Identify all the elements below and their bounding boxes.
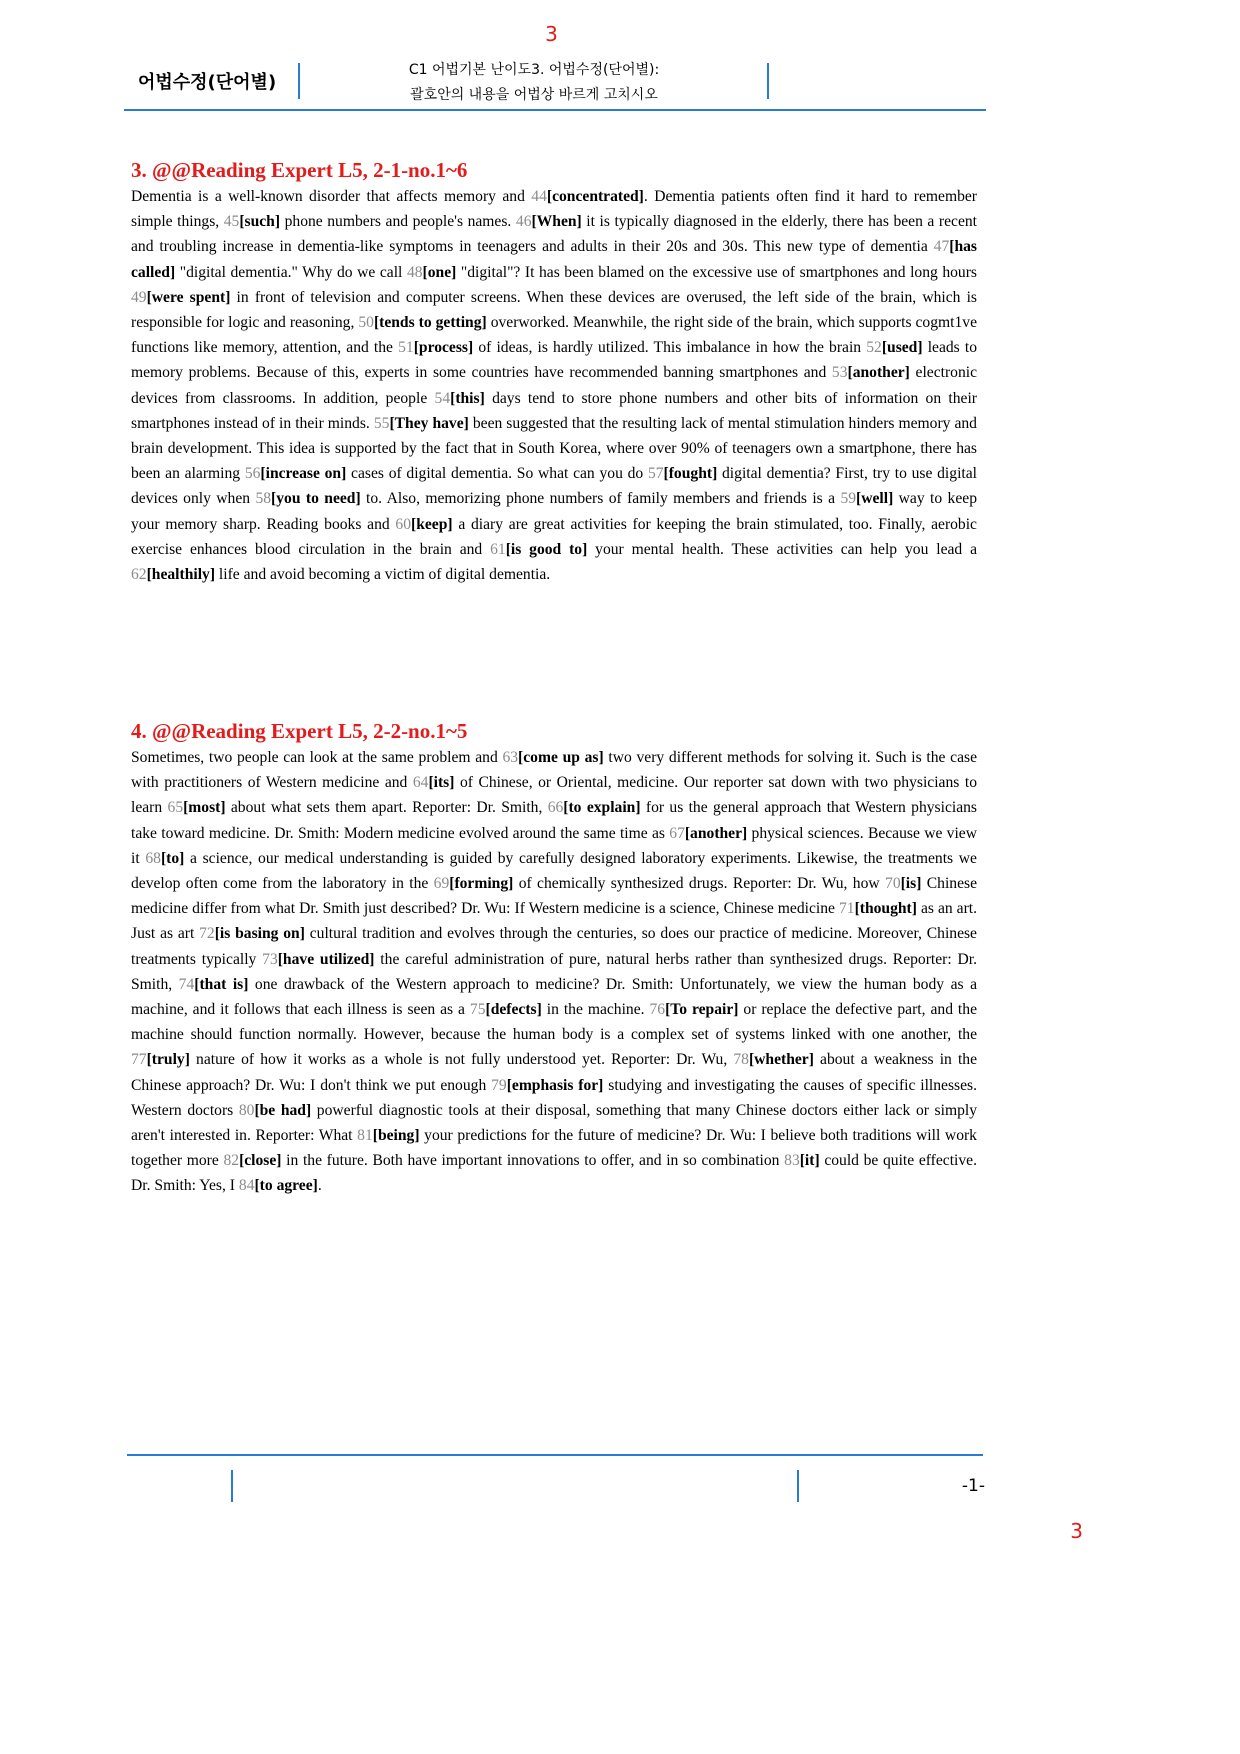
passage-text: "digital dementia." Why do we call	[175, 263, 407, 281]
answer-blank: [be had]	[254, 1101, 312, 1119]
footer-rule	[127, 1454, 983, 1456]
passage-text: could be quite effective. Dr. Smith: Yes, I	[131, 1152, 977, 1195]
question-number: 54	[434, 389, 451, 407]
question-number: 80	[238, 1101, 255, 1119]
question-number: 72	[199, 925, 215, 943]
answer-blank: [being]	[372, 1127, 420, 1145]
passage-text: studying and investigating the causes of specific illnesses. Western doctors	[131, 1076, 977, 1119]
exercise-section-4	[131, 717, 977, 1199]
question-number: 77	[131, 1051, 147, 1069]
answer-blank: [have utilized]	[277, 950, 375, 968]
answer-blank: [increase on]	[260, 465, 347, 483]
answer-blank: [To repair]	[665, 1001, 739, 1019]
answer-blank: [another]	[684, 824, 748, 842]
question-number: 59	[840, 490, 857, 508]
passage-text: in the machine.	[541, 1001, 650, 1019]
answer-blank: [to agree]	[254, 1177, 318, 1195]
question-number: 58	[255, 490, 272, 508]
passage-text: . Dementia patients often find it hard to remember simple things,	[131, 188, 977, 231]
question-number: 64	[412, 774, 429, 792]
question-number: 76	[649, 1001, 666, 1019]
question-number: 81	[357, 1127, 373, 1145]
passage	[131, 184, 977, 587]
answer-blank: [you to need]	[271, 490, 361, 508]
question-number: 57	[647, 465, 664, 483]
answer-blank: [emphasis for]	[506, 1076, 604, 1094]
question-number: 83	[784, 1152, 800, 1170]
exercise-section-3	[131, 156, 977, 587]
answer-blank: [such]	[239, 213, 281, 231]
passage-text: powerful diagnostic tools at their disposal, something that many Chinese doctors either lack or simply aren't interested in. Reporter: What	[131, 1101, 978, 1145]
question-number: 68	[145, 849, 161, 867]
answer-blank: [come up as]	[518, 749, 604, 766]
passage-text: of Chinese, or Oriental, medicine. Our reporter sat down with two physicians to learn	[131, 774, 977, 817]
answer-blank: [its]	[428, 774, 455, 792]
passage-text: electronic devices from classrooms. In addition, people	[131, 364, 977, 407]
section-title: 3. @@Reading Expert L5, 2-1-no.1~6	[131, 158, 468, 182]
passage-text: about what sets them apart. Reporter: Dr. Smith,	[225, 799, 548, 817]
passage	[131, 745, 977, 1199]
question-number: 63	[502, 749, 519, 766]
header-divider-right	[767, 63, 769, 99]
passage-text: digital dementia? First, try to use digital devices only when	[131, 465, 977, 508]
header-subtitle	[300, 58, 768, 108]
passage-text: in front of television and computer screens. When these devices are overused, the left side of the brain, which is responsible for logic and reasoning,	[131, 288, 977, 332]
question-number: 60	[395, 515, 412, 533]
passage-text: your predictions for the future of medicine? Dr. Wu: I believe both traditions will work together more	[131, 1127, 977, 1170]
answer-blank: [well]	[856, 490, 894, 508]
answer-blank: [to]	[160, 849, 185, 867]
question-number: 69	[433, 875, 450, 893]
answer-blank: [truly]	[146, 1051, 190, 1069]
question-number: 65	[167, 799, 184, 817]
question-number: 56	[244, 465, 261, 483]
passage-text: days tend to store phone numbers and other bits of information on their smartphones instead of in their minds.	[131, 389, 978, 432]
answer-blank: [another]	[847, 364, 910, 382]
answer-blank: [that is]	[194, 975, 249, 993]
answer-blank: [defects]	[485, 1001, 542, 1019]
answer-blank: [concentrated]	[546, 188, 644, 205]
question-number: 78	[733, 1051, 749, 1069]
question-number: 52	[866, 339, 882, 357]
answer-blank: [used]	[881, 339, 923, 357]
passage-text: for us the general approach that Western physicians take toward medicine. Dr. Smith: Modern medicine evolved around the same time as	[131, 799, 977, 842]
passage-text: of chemically synthesized drugs. Reporter: Dr. Wu, how	[513, 875, 886, 893]
header-subtitle-line1: C1 어법기본 난이도3. 어법수정(단어별):	[408, 62, 660, 78]
answer-blank: [it]	[799, 1152, 820, 1170]
question-number: 51	[398, 339, 414, 357]
answer-blank: [were spent]	[146, 288, 231, 306]
footer-divider-left	[231, 1470, 233, 1502]
passage-text: your mental health. These activities can help you lead a	[587, 540, 977, 558]
answer-blank: [fought]	[663, 465, 718, 483]
question-number: 45	[223, 213, 240, 231]
header-title: 어법수정(단어별)	[138, 72, 277, 93]
question-number: 66	[547, 799, 564, 817]
question-number: 74	[178, 975, 195, 993]
passage-text: nature of how it works as a whole is not fully understood yet. Reporter: Dr. Wu,	[189, 1051, 734, 1069]
answer-blank: [thought]	[854, 900, 917, 918]
answer-blank: [forming]	[449, 875, 514, 893]
passage-text: or replace the defective part, and the machine should function normally. However, because the human body is a complex set of systems linked with one another, the	[131, 1001, 977, 1044]
passage-text: Dementia is a well-known disorder that affects memory and	[131, 188, 532, 205]
header-subtitle-line2: 괄호안의 내용을 어법상 바르게 고치시오	[410, 87, 658, 103]
section-title: 4. @@Reading Expert L5, 2-2-no.1~5	[131, 719, 468, 743]
answer-blank: [this]	[450, 389, 485, 407]
question-number: 84	[238, 1177, 255, 1195]
passage-text: Chinese medicine differ from what Dr. Smith just described? Dr. Wu: If Western medicine is a science, Chinese medicine	[131, 875, 978, 918]
answer-blank: [is basing on]	[214, 925, 305, 943]
answer-blank: [most]	[183, 799, 226, 817]
question-number: 73	[262, 950, 278, 968]
passage-text: two very different methods for solving it. Such is the case with practitioners of Western medicine and	[131, 749, 977, 792]
passage-text: been suggested that the resulting lack of mental stimulation hinders memory and brain development. This idea is supported by the fact that in South Korea, where over 90% of teenagers own a smartphone, there has been an alarming	[131, 414, 977, 483]
passage-text: physical sciences. Because we view it	[131, 824, 977, 867]
question-number: 71	[838, 900, 855, 918]
passage-text: a science, our medical understanding is guided by carefully designed laboratory experiments. Likewise, the treatments we develop often come from the laboratory in the	[131, 849, 977, 893]
passage-text: one drawback of the Western approach to medicine? Dr. Smith: Unfortunately, we view the human body as a machine, and it follows that each illness is seen as a	[131, 975, 977, 1019]
page-marker-corner: 3	[1070, 1519, 1083, 1543]
question-number: 79	[491, 1076, 507, 1094]
footer-divider-right	[797, 1470, 799, 1502]
answer-blank: [healthily]	[146, 566, 216, 584]
passage-text: the careful administration of pure, natural herbs rather than synthesized drugs. Reporter: Dr. Smith,	[131, 950, 977, 993]
question-number: 53	[831, 364, 848, 382]
question-number: 61	[490, 540, 506, 558]
answer-blank: [to explain]	[563, 799, 641, 817]
question-number: 70	[885, 875, 901, 893]
passage-text: to. Also, memorizing phone numbers of family members and friends is a	[360, 490, 841, 508]
passage-text: cases of digital dementia. So what can you do	[346, 465, 648, 483]
passage-text: way to keep your memory sharp. Reading books and	[131, 490, 977, 533]
question-number: 46	[515, 213, 532, 231]
passage-text: as an art. Just as art	[131, 900, 978, 943]
answer-blank: [process]	[413, 339, 474, 357]
footer-page-number: -1-	[961, 1476, 985, 1496]
passage-text: "digital"? It has been blamed on the excessive use of smartphones and long hours	[456, 263, 977, 281]
question-number: 55	[373, 414, 390, 432]
answer-blank: [is good to]	[505, 540, 588, 558]
page-marker-top: 3	[545, 22, 558, 46]
passage-text: phone numbers and people's names.	[280, 213, 516, 231]
header-rule	[124, 109, 986, 111]
question-number: 50	[358, 314, 374, 332]
passage-text: it is typically diagnosed in the elderly, there has been a recent and troubling increase in dementia-like symptoms in teenagers and adults in their 20s and 30s. This new type of dementia	[131, 213, 977, 256]
answer-blank: [keep]	[411, 515, 453, 533]
answer-blank: [When]	[531, 213, 582, 231]
passage-text: a diary are great activities for keeping the brain stimulated, too. Finally, aerobic exercise enhances blood circulation in the brain and	[131, 515, 977, 558]
passage-text: about a weakness in the Chinese approach? Dr. Wu: I don't think we put enough	[131, 1051, 977, 1094]
passage-text: of ideas, is hardly utilized. This imbalance in how the brain	[473, 339, 867, 357]
question-number: 49	[131, 288, 147, 306]
passage-text: overworked. Meanwhile, the right side of the brain, which supports cogmt1ve functions like memory, attention, and the	[131, 314, 977, 357]
passage-text: life and avoid becoming a victim of digital dementia.	[215, 566, 551, 584]
answer-blank: [whether]	[748, 1051, 814, 1069]
answer-blank: [is]	[900, 875, 922, 893]
question-number: 82	[223, 1152, 240, 1170]
answer-blank: [one]	[422, 263, 457, 281]
answer-blank: [close]	[239, 1152, 282, 1170]
question-number: 75	[469, 1001, 486, 1019]
passage-text: .	[317, 1177, 322, 1195]
passage-text: in the future. Both have important innovations to offer, and in so combination	[281, 1152, 785, 1170]
answer-blank: [They have]	[389, 414, 469, 432]
question-number: 62	[131, 566, 147, 584]
answer-blank: [has called]	[131, 238, 977, 281]
question-number: 48	[406, 263, 423, 281]
passage-text: leads to memory problems. Because of this, experts in some countries have recommended banning smartphones and	[131, 339, 978, 382]
question-number: 67	[669, 824, 685, 842]
answer-blank: [tends to getting]	[373, 314, 487, 332]
passage-text: Sometimes, two people can look at the same problem and	[131, 749, 503, 766]
question-number: 47	[933, 238, 950, 256]
passage-text: cultural tradition and evolves through the centuries, so does our practice of medicine. Moreover, Chinese treatments typically	[131, 925, 977, 968]
question-number: 44	[531, 188, 547, 205]
